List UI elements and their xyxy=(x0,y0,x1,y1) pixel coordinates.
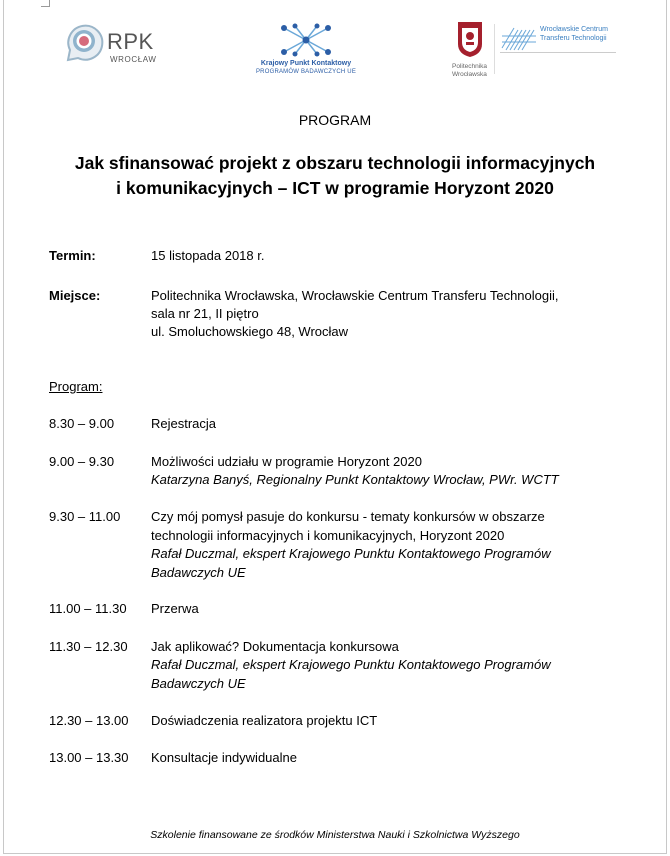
agenda-speaker-line2: Badawczych UE xyxy=(151,565,246,580)
agenda-speaker: Katarzyna Banyś, Regionalny Punkt Kontaktowy Wrocław, PWr. WCTT xyxy=(151,472,559,487)
pwr-line1: Politechnika xyxy=(452,63,488,70)
miejsce-label: Miejsce: xyxy=(49,288,101,303)
agenda-time: 11.00 – 11.30 xyxy=(49,601,127,616)
kpk-subtitle: PROGRAMÓW BADAWCZYCH UE xyxy=(255,69,357,75)
agenda-speaker-line1: Rafał Duczmal, ekspert Krajowego Punktu Kontaktowego Programów xyxy=(151,657,551,672)
program-heading: PROGRAM xyxy=(298,112,372,128)
agenda-time: 11.30 – 12.30 xyxy=(49,639,128,654)
pwr-logo xyxy=(452,20,496,82)
kpk-name: Krajowy Punkt Kontaktowy xyxy=(260,60,352,67)
miejsce-line3: ul. Smoluchowskiego 48, Wrocław xyxy=(151,324,349,339)
agenda-speaker-line2: Badawczych UE xyxy=(151,676,246,691)
document-title xyxy=(0,151,670,201)
agenda-time: 12.30 – 13.00 xyxy=(49,713,129,728)
miejsce-line1: Politechnika Wrocławska, Wrocławskie Centrum Transferu Technologii, xyxy=(151,288,559,303)
wctt-logo xyxy=(500,22,618,72)
pwr-crest-icon xyxy=(456,20,484,58)
termin-label: Termin: xyxy=(49,248,96,263)
agenda-time: 9.30 – 11.00 xyxy=(49,509,121,524)
rpk-city: WROCŁAW xyxy=(110,55,157,64)
title-line2: i komunikacyjnych – ICT w programie Horyzont 2020 xyxy=(116,178,554,198)
agenda-title: Konsultacje indywidualne xyxy=(151,750,297,765)
kpk-logo xyxy=(248,18,364,80)
wctt-lines-icon xyxy=(500,24,538,52)
miejsce-line2: sala nr 21, II piętro xyxy=(151,306,259,321)
agenda-title: Rejestracja xyxy=(151,416,217,431)
wctt-line1: Wrocławskie Centrum xyxy=(540,26,608,33)
page-corner-mark xyxy=(41,0,50,7)
agenda-title: Doświadczenia realizatora projektu ICT xyxy=(151,713,378,728)
agenda-title: Możliwości udziału w programie Horyzont 2020 xyxy=(151,454,422,469)
agenda-title-line1: Czy mój pomysł pasuje do konkursu - tematy konkursów w obszarze xyxy=(151,509,545,524)
agenda-time: 13.00 – 13.30 xyxy=(49,750,129,765)
agenda-title-line2: technologii informacyjnych i komunikacyjnych, Horyzont 2020 xyxy=(151,528,505,543)
title-line1: Jak sfinansować projekt z obszaru technologii informacyjnych xyxy=(74,153,596,173)
funding-footer: Szkolenie finansowane ze środków Ministerstwa Nauki i Szkolnictwa Wyższego xyxy=(150,829,520,841)
logo-divider xyxy=(494,24,495,74)
agenda-title: Jak aplikować? Dokumentacja konkursowa xyxy=(151,639,399,654)
termin-value: 15 listopada 2018 r. xyxy=(151,248,265,263)
agenda-time: 8.30 – 9.00 xyxy=(49,416,115,431)
wctt-underline xyxy=(500,52,616,53)
rpk-name: RPK xyxy=(107,29,154,54)
wctt-name xyxy=(540,25,608,43)
pwr-name xyxy=(452,63,487,79)
agenda-time: 9.00 – 9.30 xyxy=(49,454,115,469)
network-icon xyxy=(276,20,336,60)
pwr-line2: Wrocławska xyxy=(452,71,487,78)
wctt-line2: Transferu Technologii xyxy=(540,35,607,42)
rpk-logo xyxy=(60,20,170,70)
program-label: Program: xyxy=(49,379,103,394)
agenda-title: Przerwa xyxy=(151,601,199,616)
agenda-speaker-line1: Rafał Duczmal, ekspert Krajowego Punktu Kontaktowego Programów xyxy=(151,546,551,561)
rpk-target-icon xyxy=(60,20,106,66)
